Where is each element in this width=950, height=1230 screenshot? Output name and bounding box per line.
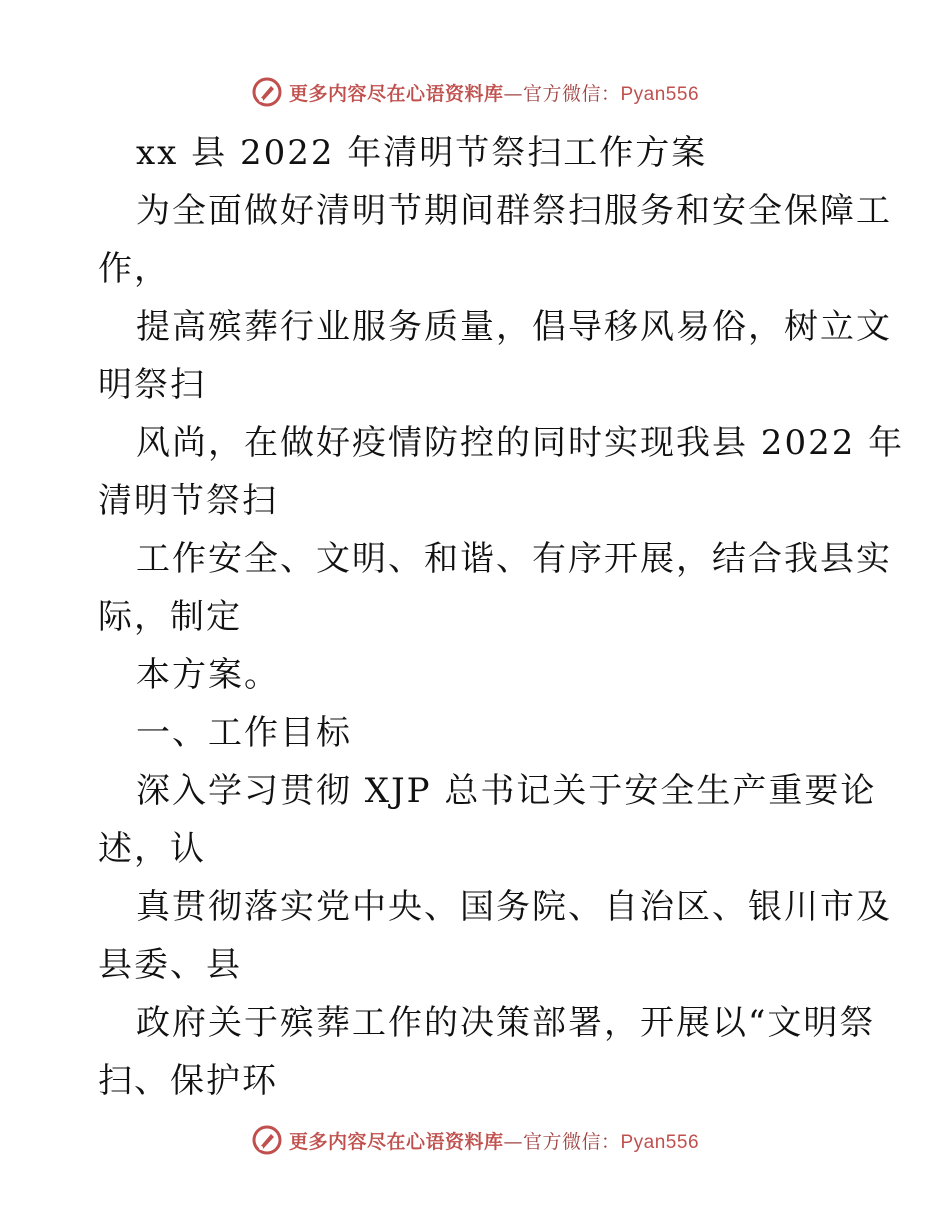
footer-watermark [0, 1120, 950, 1160]
paragraph-line: 本方案。 [136, 655, 280, 695]
paragraph-line: 深入学习贯彻 XJP 总书记关于安全生产重要论 [136, 771, 877, 811]
header-watermark [0, 72, 950, 112]
paragraph-line: 明祭扫 [98, 365, 206, 405]
watermark-dash: — [503, 1130, 523, 1153]
document-title: xx 县 2022 年清明节祭扫工作方案 [136, 133, 708, 173]
pen-logo-icon [251, 76, 283, 108]
watermark-text [289, 1127, 699, 1154]
watermark-text [289, 79, 699, 106]
paragraph-line: 扫、保护环 [98, 1061, 278, 1101]
paragraph-line: 风尚，在做好疫情防控的同时实现我县 2022 年 [136, 423, 905, 463]
watermark-sub: 官方微信： [522, 1130, 621, 1153]
watermark-main: 更多内容尽在心语资料库 [288, 1130, 504, 1153]
paragraph-line: 真贯彻落实党中央、国务院、自治区、银川市及 [136, 887, 892, 927]
watermark-account: Pyan556 [620, 1131, 700, 1153]
pen-logo-icon [251, 1124, 283, 1156]
document-body [98, 124, 905, 1110]
paragraph-line: 县委、县 [98, 945, 242, 985]
paragraph-line: 为全面做好清明节期间群祭扫服务和安全保障工 [136, 191, 892, 231]
watermark-sub: 官方微信： [522, 82, 621, 105]
watermark-account: Pyan556 [620, 83, 700, 105]
paragraph-line: 作， [98, 249, 170, 289]
paragraph-line: 清明节祭扫 [98, 481, 278, 521]
paragraph-line: 述，认 [98, 829, 206, 869]
paragraph-line: 提高殡葬行业服务质量，倡导移风易俗，树立文 [136, 307, 892, 347]
paragraph-line: 工作安全、文明、和谐、有序开展，结合我县实 [136, 539, 892, 579]
watermark-main: 更多内容尽在心语资料库 [288, 82, 504, 105]
paragraph-line: 际，制定 [98, 597, 242, 637]
section-heading: 一、工作目标 [136, 713, 352, 753]
paragraph-line: 政府关于殡葬工作的决策部署，开展以“文明祭 [136, 1003, 876, 1043]
watermark-dash: — [503, 82, 523, 105]
